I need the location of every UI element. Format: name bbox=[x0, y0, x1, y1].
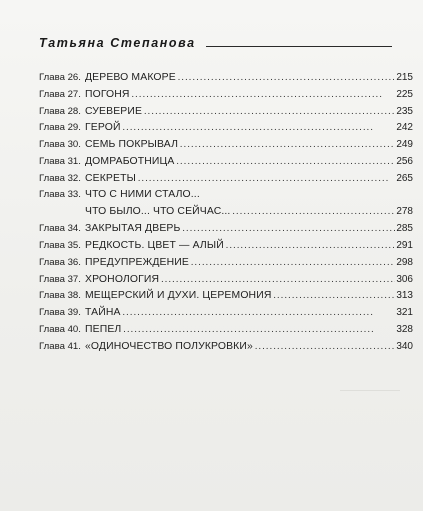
dot-leader bbox=[132, 86, 396, 103]
page-number: 265 bbox=[396, 172, 413, 184]
chapter-title: СЕМЬ ПОКРЫВАЛ bbox=[85, 139, 179, 151]
page-number: 249 bbox=[396, 139, 413, 151]
dot-leader bbox=[123, 321, 395, 338]
chapter-number: Глава 31. bbox=[39, 155, 81, 167]
chapter-title: СУЕВЕРИЕ bbox=[85, 105, 143, 117]
toc-entry bbox=[39, 119, 413, 136]
show-through-rule bbox=[340, 390, 400, 391]
chapter-title: ДОМРАБОТНИЦА bbox=[85, 155, 175, 167]
page-number: 278 bbox=[396, 206, 413, 218]
dot-leader bbox=[138, 170, 395, 187]
chapter-title: ТАЙНА bbox=[85, 307, 121, 319]
show-through-text bbox=[260, 402, 263, 413]
dot-leader bbox=[191, 254, 395, 271]
chapter-number: Глава 37. bbox=[39, 273, 81, 285]
page-number: 235 bbox=[396, 105, 413, 117]
dot-leader bbox=[232, 203, 395, 220]
dot-leader bbox=[178, 69, 396, 86]
chapter-title: ЗАКРЫТАЯ ДВЕРЬ bbox=[85, 223, 181, 235]
chapter-number: Глава 38. bbox=[39, 290, 81, 302]
chapter-title: ПОГОНЯ bbox=[85, 88, 130, 100]
toc-entry bbox=[39, 86, 413, 103]
page-number: 215 bbox=[396, 72, 413, 83]
chapter-number: Глава 35. bbox=[39, 239, 81, 251]
chapter-number: Глава 29. bbox=[39, 122, 81, 134]
page-number: 340 bbox=[396, 340, 413, 352]
page-number: 298 bbox=[396, 256, 413, 268]
dot-leader bbox=[255, 338, 395, 355]
chapter-title: ДЕРЕВО МАКОРЕ bbox=[85, 72, 176, 83]
toc-entry bbox=[39, 170, 413, 187]
toc-entry bbox=[39, 338, 413, 355]
dot-leader bbox=[273, 287, 395, 304]
toc-entry bbox=[39, 304, 413, 321]
running-header-author: Татьяна Степанова bbox=[39, 36, 196, 50]
dot-leader bbox=[180, 136, 395, 153]
dot-leader bbox=[226, 237, 395, 254]
dot-leader bbox=[176, 153, 395, 170]
chapter-title: СЕКРЕТЫ bbox=[85, 172, 136, 184]
chapter-number: Глава 26. bbox=[39, 72, 81, 83]
chapter-title: «ОДИНОЧЕСТВО ПОЛУКРОВКИ» bbox=[85, 340, 253, 352]
page-number: 328 bbox=[396, 323, 413, 335]
page-number: 321 bbox=[396, 307, 413, 319]
header-rule bbox=[206, 46, 392, 47]
page-number: 313 bbox=[396, 290, 413, 302]
chapter-title: ПЕПЕЛ bbox=[85, 323, 122, 335]
chapter-title: РЕДКОСТЬ. ЦВЕТ — АЛЫЙ bbox=[85, 239, 224, 251]
dot-leader bbox=[161, 271, 395, 288]
dot-leader bbox=[123, 119, 396, 136]
table-of-contents bbox=[39, 69, 413, 355]
toc-entry bbox=[39, 153, 413, 170]
toc-entry bbox=[39, 187, 413, 221]
chapter-number: Глава 41. bbox=[39, 340, 81, 352]
chapter-number: Глава 28. bbox=[39, 105, 81, 117]
toc-entry bbox=[39, 69, 413, 86]
chapter-number: Глава 36. bbox=[39, 256, 81, 268]
chapter-number: Глава 39. bbox=[39, 307, 81, 319]
toc-entry bbox=[39, 254, 413, 271]
chapter-title: МЕЩЕРСКИЙ И ДУХИ. ЦЕРЕМОНИЯ bbox=[85, 290, 272, 302]
toc-entry bbox=[39, 271, 413, 288]
dot-leader bbox=[123, 304, 396, 321]
dot-leader bbox=[182, 220, 395, 237]
page-number: 306 bbox=[396, 273, 413, 285]
chapter-title-continued: ЧТО БЫЛО... ЧТО СЕЙЧАС... bbox=[85, 206, 231, 218]
chapter-number: Глава 30. bbox=[39, 139, 81, 151]
page-number: 285 bbox=[396, 223, 413, 235]
chapter-title: ГЕРОЙ bbox=[85, 122, 121, 134]
toc-entry bbox=[39, 321, 413, 338]
page-number: 225 bbox=[396, 88, 413, 100]
chapter-title: ЧТО С НИМИ СТАЛО... bbox=[85, 188, 200, 200]
page-number: 291 bbox=[396, 239, 413, 251]
dot-leader bbox=[144, 103, 395, 120]
chapter-title: ПРЕДУПРЕЖДЕНИЕ bbox=[85, 256, 189, 268]
chapter-number: Глава 40. bbox=[39, 323, 81, 335]
toc-entry bbox=[39, 237, 413, 254]
chapter-number: Глава 27. bbox=[39, 88, 81, 100]
toc-entry bbox=[39, 220, 413, 237]
toc-entry bbox=[39, 287, 413, 304]
chapter-title: ХРОНОЛОГИЯ bbox=[85, 273, 160, 285]
toc-entry bbox=[39, 136, 413, 153]
page-number: 242 bbox=[396, 122, 413, 134]
page-number: 256 bbox=[396, 155, 413, 167]
chapter-number: Глава 34. bbox=[39, 223, 81, 235]
toc-entry bbox=[39, 103, 413, 120]
chapter-number: Глава 33. bbox=[39, 188, 81, 200]
chapter-number: Глава 32. bbox=[39, 172, 81, 184]
